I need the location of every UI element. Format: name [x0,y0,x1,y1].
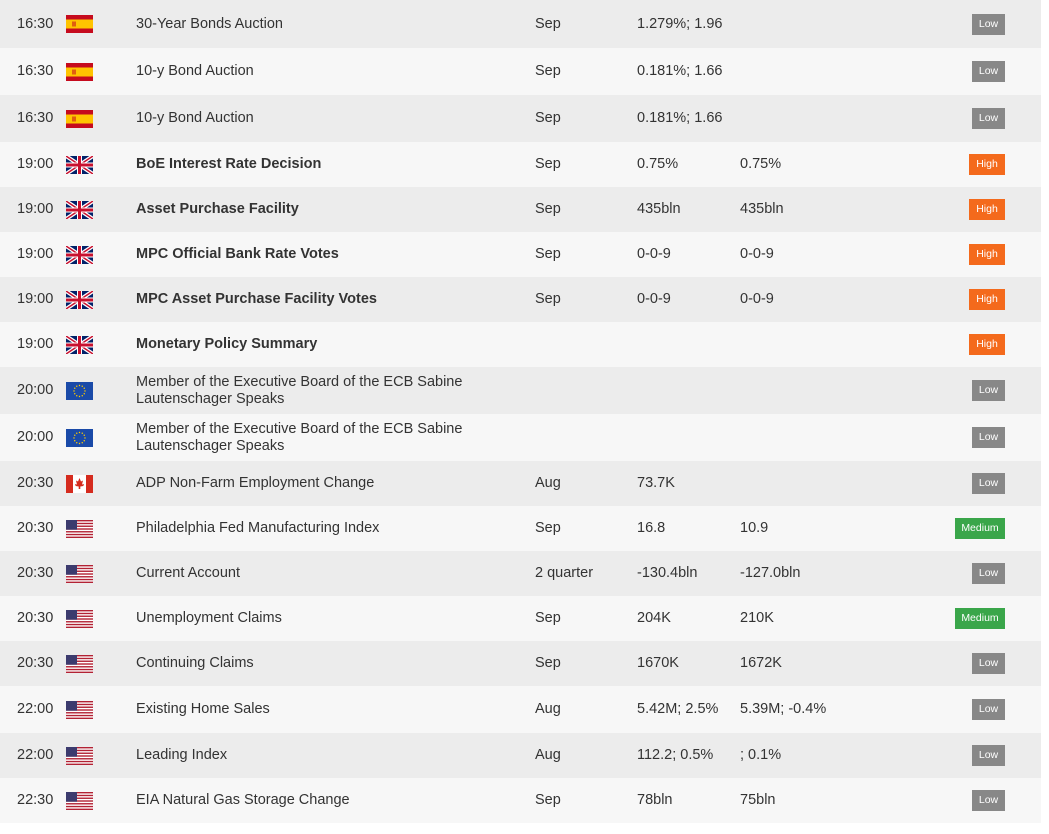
importance-cell [890,367,1041,414]
event-time: 20:30 [0,596,62,641]
event-name[interactable]: EIA Natural Gas Storage Change [136,778,535,823]
country-flag-cell [62,0,136,48]
table-row[interactable] [0,232,1041,277]
table-row[interactable] [0,778,1041,823]
importance-cell [890,277,1041,322]
event-actual: 16.8 [637,506,740,551]
event-actual: 78bln [637,778,740,823]
eu-flag-icon [66,382,93,400]
importance-cell [890,142,1041,187]
event-time: 20:30 [0,506,62,551]
event-name[interactable]: Existing Home Sales [136,686,535,733]
event-time: 22:00 [0,733,62,778]
event-period: Sep [535,232,637,277]
country-flag-cell [62,461,136,506]
importance-badge: Low [972,790,1005,811]
country-flag-cell [62,733,136,778]
table-row[interactable] [0,414,1041,461]
event-forecast: 0-0-9 [740,232,890,277]
importance-cell [890,0,1041,48]
event-period [535,367,637,414]
event-name[interactable]: 10-y Bond Auction [136,48,535,95]
country-flag-cell [62,367,136,414]
event-period: 2 quarter [535,551,637,596]
event-actual: 5.42M; 2.5% [637,686,740,733]
usa-flag-icon [66,655,93,673]
event-time: 20:30 [0,461,62,506]
event-forecast [740,367,890,414]
uk-flag-icon [66,156,93,174]
country-flag-cell [62,142,136,187]
importance-badge: Low [972,563,1005,584]
eu-flag-icon [66,429,93,447]
usa-flag-icon [66,610,93,628]
event-period: Sep [535,506,637,551]
event-forecast: -127.0bln [740,551,890,596]
importance-badge: Low [972,473,1005,494]
uk-flag-icon [66,246,93,264]
event-name[interactable]: Unemployment Claims [136,596,535,641]
event-name[interactable]: Monetary Policy Summary [136,322,535,367]
importance-cell [890,322,1041,367]
event-time: 19:00 [0,142,62,187]
importance-cell [890,506,1041,551]
event-time: 16:30 [0,95,62,142]
country-flag-cell [62,322,136,367]
event-actual: 435bln [637,187,740,232]
event-time: 19:00 [0,277,62,322]
importance-badge: Low [972,380,1005,401]
country-flag-cell [62,778,136,823]
event-actual: 73.7K [637,461,740,506]
event-forecast [740,461,890,506]
importance-cell [890,95,1041,142]
event-forecast [740,95,890,142]
country-flag-cell [62,277,136,322]
event-forecast [740,322,890,367]
country-flag-cell [62,187,136,232]
country-flag-cell [62,506,136,551]
uk-flag-icon [66,336,93,354]
event-actual: 0-0-9 [637,277,740,322]
event-period: Sep [535,95,637,142]
country-flag-cell [62,414,136,461]
event-forecast: 0.75% [740,142,890,187]
event-name[interactable]: Member of the Executive Board of the ECB Sabine Lautenschager Speaks [136,414,535,461]
country-flag-cell [62,641,136,686]
event-time: 22:30 [0,778,62,823]
country-flag-cell [62,95,136,142]
spain-flag-icon [66,15,93,33]
importance-cell [890,461,1041,506]
importance-cell [890,641,1041,686]
event-period [535,322,637,367]
event-name[interactable]: 10-y Bond Auction [136,95,535,142]
usa-flag-icon [66,701,93,719]
table-row[interactable] [0,506,1041,551]
importance-badge: High [969,199,1005,220]
table-row[interactable] [0,596,1041,641]
event-actual [637,322,740,367]
event-name[interactable]: Asset Purchase Facility [136,187,535,232]
spain-flag-icon [66,110,93,128]
importance-badge: Medium [955,608,1005,629]
event-name[interactable]: Continuing Claims [136,641,535,686]
table-row[interactable] [0,187,1041,232]
event-actual: 0-0-9 [637,232,740,277]
event-actual: 0.181%; 1.66 [637,48,740,95]
usa-flag-icon [66,565,93,583]
event-name[interactable]: MPC Asset Purchase Facility Votes [136,277,535,322]
event-actual [637,367,740,414]
event-name[interactable]: Current Account [136,551,535,596]
event-actual: 112.2; 0.5% [637,733,740,778]
importance-badge: High [969,334,1005,355]
importance-cell [890,733,1041,778]
country-flag-cell [62,232,136,277]
event-time: 20:30 [0,551,62,596]
table-row[interactable] [0,733,1041,778]
event-actual: 1670K [637,641,740,686]
importance-cell [890,778,1041,823]
importance-cell [890,686,1041,733]
event-actual: 1.279%; 1.96 [637,0,740,48]
event-name[interactable]: Member of the Executive Board of the ECB Sabine Lautenschager Speaks [136,367,535,414]
country-flag-cell [62,596,136,641]
event-time: 20:00 [0,367,62,414]
event-forecast [740,414,890,461]
event-period: Aug [535,733,637,778]
event-time: 16:30 [0,0,62,48]
table-row[interactable] [0,551,1041,596]
table-row[interactable] [0,277,1041,322]
event-forecast: 75bln [740,778,890,823]
event-time: 22:00 [0,686,62,733]
importance-cell [890,48,1041,95]
event-period: Sep [535,778,637,823]
usa-flag-icon [66,792,93,810]
table-row[interactable] [0,0,1041,48]
importance-cell [890,551,1041,596]
table-row[interactable] [0,48,1041,95]
event-time: 19:00 [0,187,62,232]
importance-badge: High [969,154,1005,175]
country-flag-cell [62,686,136,733]
canada-flag-icon [66,475,93,493]
importance-badge: Low [972,653,1005,674]
event-period: Sep [535,277,637,322]
event-name[interactable]: Leading Index [136,733,535,778]
importance-badge: Low [972,108,1005,129]
table-row[interactable] [0,686,1041,733]
table-row[interactable] [0,95,1041,142]
table-row[interactable] [0,367,1041,414]
importance-badge: Low [972,427,1005,448]
importance-badge: Low [972,61,1005,82]
event-forecast: 5.39M; -0.4% [740,686,890,733]
table-row[interactable] [0,641,1041,686]
event-name[interactable]: 30-Year Bonds Auction [136,0,535,48]
event-name[interactable]: MPC Official Bank Rate Votes [136,232,535,277]
event-time: 19:00 [0,322,62,367]
event-period [535,414,637,461]
event-forecast: 10.9 [740,506,890,551]
event-time: 20:30 [0,641,62,686]
uk-flag-icon [66,201,93,219]
table-row[interactable] [0,461,1041,506]
country-flag-cell [62,48,136,95]
event-forecast: 435bln [740,187,890,232]
event-name[interactable]: BoE Interest Rate Decision [136,142,535,187]
event-time: 16:30 [0,48,62,95]
importance-cell [890,187,1041,232]
event-name[interactable]: ADP Non-Farm Employment Change [136,461,535,506]
importance-badge: Medium [955,518,1005,539]
importance-badge: Low [972,745,1005,766]
event-period: Sep [535,596,637,641]
importance-cell [890,232,1041,277]
event-actual [637,414,740,461]
table-row[interactable] [0,322,1041,367]
importance-cell [890,414,1041,461]
event-forecast: 1672K [740,641,890,686]
event-period: Aug [535,686,637,733]
event-period: Sep [535,142,637,187]
usa-flag-icon [66,747,93,765]
importance-badge: Low [972,14,1005,35]
event-forecast [740,48,890,95]
event-forecast [740,0,890,48]
event-period: Sep [535,0,637,48]
importance-badge: High [969,289,1005,310]
event-forecast: 210K [740,596,890,641]
importance-badge: High [969,244,1005,265]
event-period: Sep [535,48,637,95]
usa-flag-icon [66,520,93,538]
event-forecast: 0-0-9 [740,277,890,322]
event-actual: 204K [637,596,740,641]
spain-flag-icon [66,63,93,81]
event-actual: -130.4bln [637,551,740,596]
importance-badge: Low [972,699,1005,720]
event-actual: 0.75% [637,142,740,187]
importance-cell [890,596,1041,641]
uk-flag-icon [66,291,93,309]
event-actual: 0.181%; 1.66 [637,95,740,142]
event-time: 19:00 [0,232,62,277]
event-period: Sep [535,187,637,232]
event-name[interactable]: Philadelphia Fed Manufacturing Index [136,506,535,551]
table-row[interactable] [0,142,1041,187]
event-time: 20:00 [0,414,62,461]
event-period: Aug [535,461,637,506]
country-flag-cell [62,551,136,596]
event-period: Sep [535,641,637,686]
event-forecast: ; 0.1% [740,733,890,778]
